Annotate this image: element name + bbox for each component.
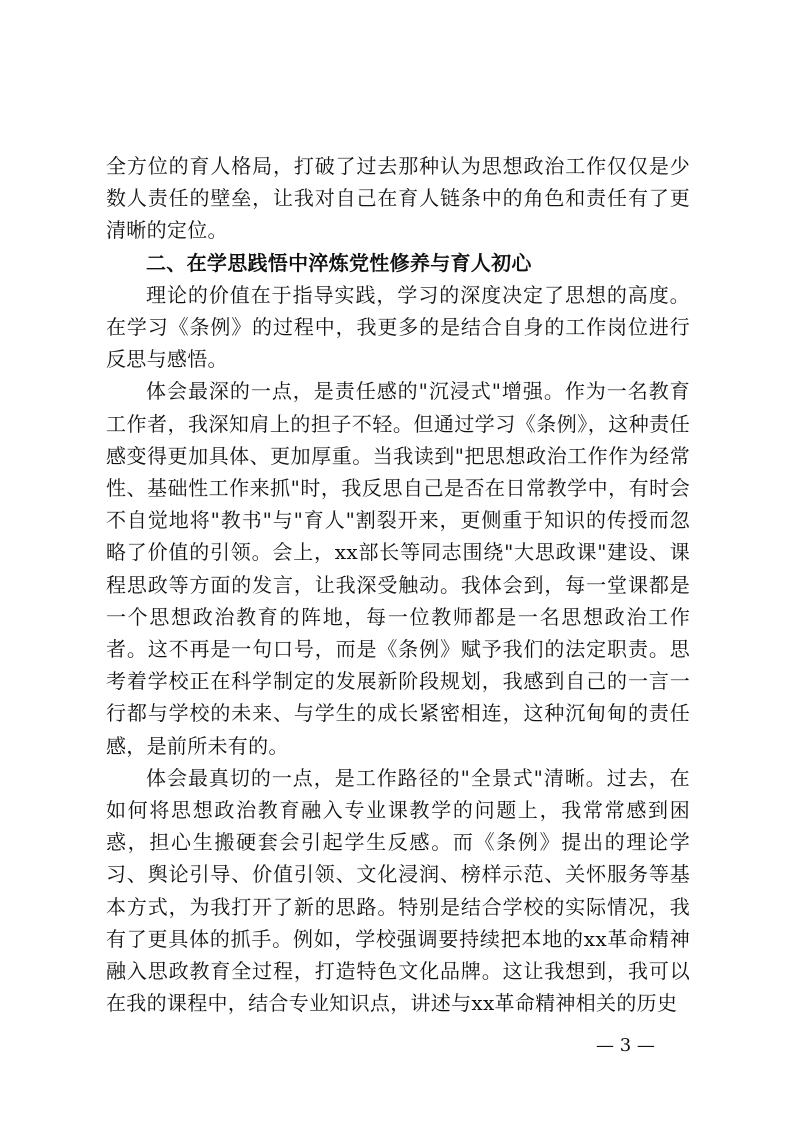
paragraph-work-path: 体会最真切的一点，是工作路径的"全景式"清晰。过去，在如何将思想政治教育融入专业课教学的问题上，我常常感到困惑，担心生搬硬套会引起学生反感。而《条例》提出的理论学习、舆论引导、价值引领、文化浸润、榜样示范、关怀服务等基本方式，为我打开了新的思路。特别是结合学校的实际情况，我有了更具体的抓手。例如，学校强调要持续把本地的xx革命精神融入思政教育全过程，打造特色文化品牌。这让我想到，我可以在我的课程中，结合专业知识点，讲述与xx革命精神相关的历史 xyxy=(106,765,690,1016)
document-body xyxy=(106,150,690,1019)
page-number: — 3 — xyxy=(596,1035,655,1056)
paragraph-continuation: 全方位的育人格局，打破了过去那种认为思想政治工作仅仅是少数人责任的壁垒，让我对自己在育人链条中的角色和责任有了更清晰的定位。 xyxy=(106,154,690,243)
paragraph-theory-practice: 理论的价值在于指导实践，学习的深度决定了思想的高度。在学习《条例》的过程中，我更多的是结合自身的工作岗位进行反思与感悟。 xyxy=(106,282,690,372)
section-heading: 二、在学思践悟中淬炼党性修养与育人初心 xyxy=(146,250,532,275)
paragraph-responsibility: 体会最深的一点，是责任感的"沉浸式"增强。作为一名教育工作者，我深知肩上的担子不轻。但通过学习《条例》，这种责任感变得更加具体、更加厚重。当我读到"把思想政治工作作为经常性、基础性工作来抓"时，我反思自己是否在日常教学中，有时会不自觉地将"教书"与"育人"割裂开来，更侧重于知识的传授而忽略了价值的引领。会上，xx部长等同志围绕"大思政课"建设、课程思政等方面的发言，让我深受触动。我体会到，每一堂课都是一个思想政治教育的阵地，每一位教师都是一名思想政治工作者。这不再是一句口号，而是《条例》赋予我们的法定职责。思考着学校正在科学制定的发展新阶段规划，我感到自己的一言一行都与学校的未来、与学生的成长紧密相连，这种沉甸甸的责任感，是前所未有的。 xyxy=(106,379,690,758)
